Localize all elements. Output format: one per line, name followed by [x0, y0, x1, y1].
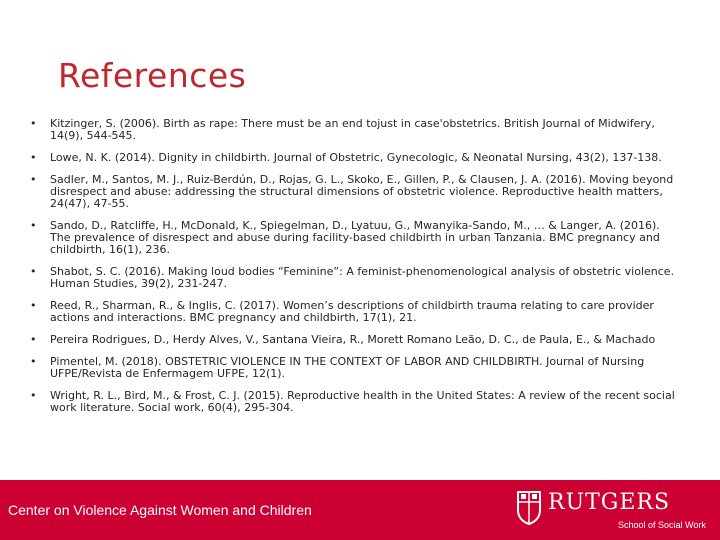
rutgers-shield-icon	[516, 490, 542, 526]
reference-item	[30, 390, 680, 414]
reference-text: Wright, R. L., Bird, M., & Frost, C. J. (2015). Reproductive health in the United States: A review of the recent social work literature. Social work, 60(4), 295-304.	[50, 389, 675, 414]
reference-text: Lowe, N. K. (2014). Dignity in childbirth. Journal of Obstetric, Gynecologic, & Neonatal Nursing, 43(2), 137-138.	[50, 151, 662, 164]
reference-item	[30, 334, 680, 346]
logo-subtitle: School of Social Work	[618, 520, 706, 530]
bullet: •	[30, 299, 37, 312]
organization-name: Center on Violence Against Women and Children	[8, 502, 312, 518]
reference-item	[30, 118, 680, 142]
bullet: •	[30, 389, 37, 402]
bullet: •	[30, 219, 37, 232]
reference-text: Reed, R., Sharman, R., & Inglis, C. (2017). Women’s descriptions of childbirth trauma relating to care provider actions and interactions. BMC pregnancy and childbirth, 17(1), 21.	[50, 299, 654, 324]
reference-item	[30, 174, 680, 210]
reference-text: Pereira Rodrigues, D., Herdy Alves, V., Santana Vieira, R., Morett Romano Leão, D. C., de Paula, E., & Machado	[50, 333, 656, 346]
logo-wordmark: RUTGERS	[548, 490, 671, 515]
reference-text: Sando, D., Ratcliffe, H., McDonald, K., Spiegelman, D., Lyatuu, G., Mwanyika-Sando, M., … & Langer, A. (2016). The prevalence of disrespect and abuse during facility-based childbirth in urban Tanzania. BMC pregnancy and childbirth, 16(1), 236.	[50, 219, 660, 256]
reference-text: Pimentel, M. (2018). OBSTETRIC VIOLENCE IN THE CONTEXT OF LABOR AND CHILDBIRTH. Journal of Nursing UFPE/Revista de Enfermagem UFPE, 12(1).	[50, 355, 645, 380]
footer-bar	[0, 480, 720, 540]
bullet: •	[30, 355, 37, 368]
page-title: References	[58, 56, 247, 95]
bullet: •	[30, 333, 37, 346]
bullet: •	[30, 151, 37, 164]
reference-text: Kitzinger, S. (2006). Birth as rape: There must be an end tojust in case'obstetrics. British Journal of Midwifery, 14(9), 544-545.	[50, 117, 655, 142]
reference-item	[30, 220, 680, 256]
reference-item	[30, 356, 680, 380]
bullet: •	[30, 173, 37, 186]
reference-text: Sadler, M., Santos, M. J., Ruiz-Berdún, D., Rojas, G. L., Skoko, E., Gillen, P., & Clausen, J. A. (2016). Moving beyond disrespect and abuse: addressing the structural dimensions of obstetric violence. Reproductive health matters, 24(47), 47-55.	[50, 173, 674, 210]
reference-item	[30, 300, 680, 324]
bullet: •	[30, 117, 37, 130]
reference-list	[30, 118, 680, 424]
rutgers-logo	[516, 490, 712, 534]
bullet: •	[30, 265, 37, 278]
reference-item	[30, 266, 680, 290]
reference-item	[30, 152, 680, 164]
reference-text: Shabot, S. C. (2016). Making loud bodies “Feminine”: A feminist-phenomenological analysis of obstetric violence. Human Studies, 39(2), 231-247.	[50, 265, 675, 290]
